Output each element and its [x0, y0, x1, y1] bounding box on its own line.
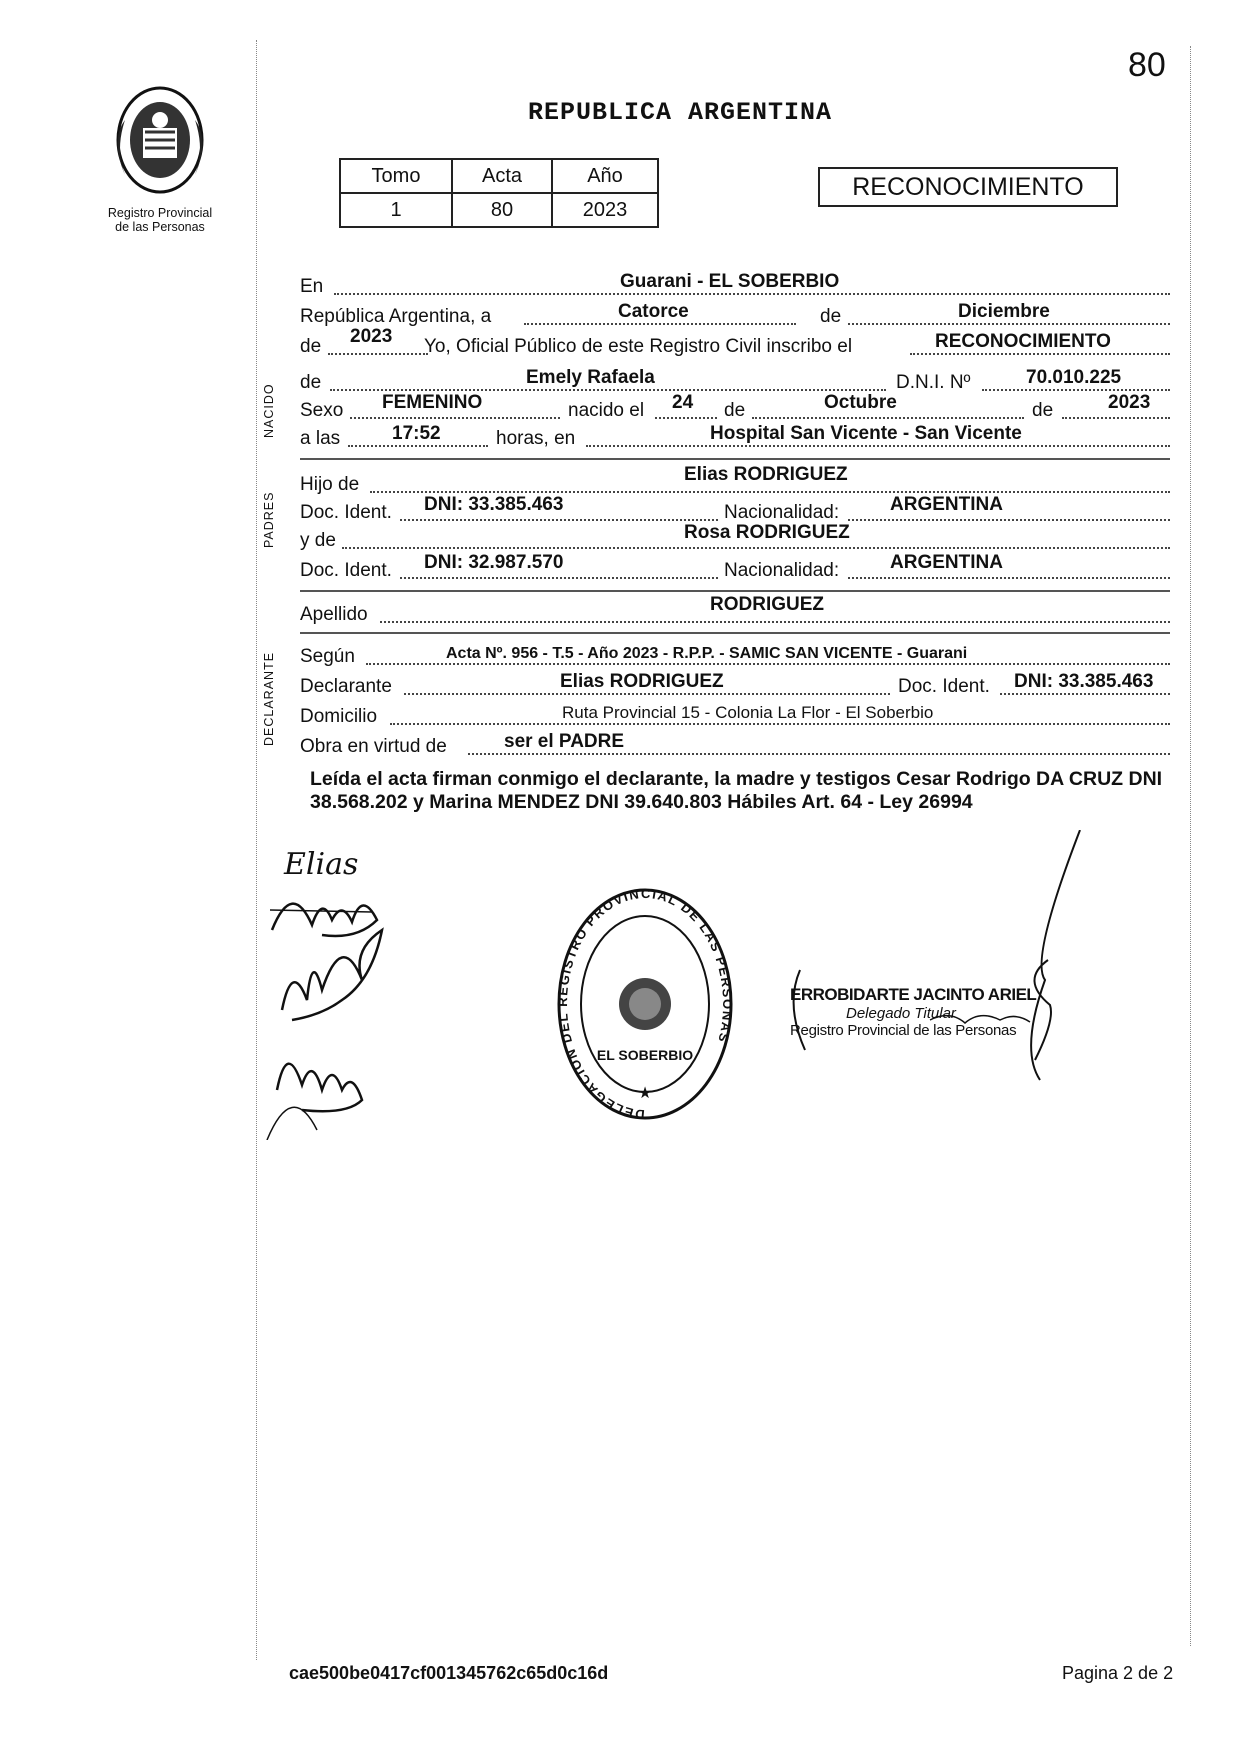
- row-doc1: [300, 494, 1170, 524]
- dni-label: D.N.I. Nº: [896, 372, 971, 393]
- nac-dia-value: 24: [672, 392, 694, 413]
- svg-text:★: ★: [637, 1085, 653, 1102]
- row-fecha: [300, 302, 1170, 328]
- page-indicator: Pagina 2 de 2: [1062, 1663, 1174, 1683]
- yde-label: y de: [300, 530, 336, 551]
- row-en: [300, 272, 1170, 298]
- row-domicilio: [300, 702, 1170, 728]
- left-margin-line: [256, 40, 257, 1660]
- segun-label: Según: [300, 646, 355, 667]
- separator-padres: [300, 590, 1170, 592]
- mes-value: Diciembre: [958, 301, 1050, 322]
- document-hash: cae500be0417cf001345762c65d0c16d: [289, 1663, 609, 1683]
- doc2-value: DNI: 32.987.570: [424, 552, 564, 573]
- hijo-label: Hijo de: [300, 474, 360, 495]
- delegation-stamp: [555, 888, 735, 1128]
- row-declarante: [300, 672, 1170, 698]
- signature-elias: Elias: [284, 847, 359, 882]
- anio-header: Año: [552, 159, 658, 193]
- right-margin-line: [1190, 46, 1191, 1646]
- separator-nacido: [300, 458, 1170, 460]
- de2-label: de: [300, 336, 322, 357]
- side-label-padres: PADRES: [262, 491, 276, 548]
- nombre-value: Emely Rafaela: [526, 367, 655, 388]
- row-obra: [300, 732, 1170, 758]
- acta-header: Acta: [452, 159, 552, 193]
- nac1-value: ARGENTINA: [890, 494, 1003, 515]
- padre-value: Elias RODRIGUEZ: [684, 464, 848, 485]
- row-doc2: [300, 552, 1170, 582]
- separator-apellido: [300, 632, 1170, 634]
- madre-value: Rosa RODRIGUEZ: [684, 522, 850, 543]
- declarante-label: Declarante: [300, 676, 392, 697]
- official-signature: [780, 830, 1160, 1090]
- inscribo-value: RECONOCIMIENTO: [935, 331, 1111, 352]
- sexo-label: Sexo: [300, 400, 344, 421]
- doc3-label: Doc. Ident.: [898, 676, 990, 697]
- dni-value: 70.010.225: [1026, 367, 1122, 388]
- page-number: 80: [1128, 46, 1166, 84]
- doc3-value: DNI: 33.385.463: [1014, 671, 1154, 692]
- province-seal-logo: [95, 80, 225, 200]
- apellido-label: Apellido: [300, 604, 368, 625]
- row-madre: [300, 522, 1170, 552]
- row-inscribo: [300, 326, 1170, 358]
- domicilio-value: Ruta Provincial 15 - Colonia La Flor - El Soberbio: [562, 703, 934, 722]
- row-nombre: [300, 368, 1170, 394]
- logo-caption: [80, 206, 240, 234]
- apellido-value: RODRIGUEZ: [710, 594, 824, 615]
- rep-label: República Argentina, a: [300, 306, 492, 327]
- side-label-nacido: NACIDO: [262, 383, 276, 438]
- hora-value: 17:52: [392, 423, 441, 444]
- alas-label: a las: [300, 428, 341, 449]
- document-title: REPUBLICA ARGENTINA: [528, 98, 833, 127]
- official-org: Registro Provincial de las Personas: [790, 1022, 1017, 1039]
- de5-label: de: [1032, 400, 1054, 421]
- acta-value: 80: [452, 193, 552, 227]
- doc2-label: Doc. Ident.: [300, 560, 392, 581]
- de1-label: de: [820, 306, 842, 327]
- stamp-center-text: EL SOBERBIO: [596, 1047, 694, 1063]
- doc1-label: Doc. Ident.: [300, 502, 392, 523]
- de3-label: de: [300, 372, 322, 393]
- tomo-acta-table: [339, 158, 659, 228]
- logo-caption-line1: Registro Provincial: [107, 206, 213, 220]
- sexo-value: FEMENINO: [382, 392, 483, 413]
- dia-value: Catorce: [618, 301, 689, 322]
- nac2-label: Nacionalidad:: [724, 560, 840, 581]
- row-padre: [300, 464, 1170, 496]
- signatures-left: [262, 840, 412, 1140]
- stamp-ring-text: DELEGACION DEL REGISTRO PROVINCIAL DE LAS PERSONAS: [555, 888, 735, 1123]
- obra-value: ser el PADRE: [504, 731, 625, 752]
- horas-en-label: horas, en: [496, 428, 576, 449]
- nac-mes-value: Octubre: [824, 392, 897, 413]
- row-apellido: [300, 594, 1170, 626]
- row-sexo: [300, 392, 1170, 422]
- obra-label: Obra en virtud de: [300, 736, 447, 757]
- de4-label: de: [724, 400, 746, 421]
- official-name: ERROBIDARTE JACINTO ARIEL: [790, 985, 1037, 1004]
- logo-caption-line2: de las Personas: [115, 220, 205, 234]
- nac-anio-value: 2023: [1108, 392, 1151, 413]
- tomo-header: Tomo: [340, 159, 452, 193]
- declarante-value: Elias RODRIGUEZ: [560, 671, 724, 692]
- anio-value-field: 2023: [350, 326, 393, 347]
- segun-value: Acta Nº. 956 - T.5 - Año 2023 - R.P.P. - SAMIC SAN VICENTE - Guarani: [446, 645, 968, 662]
- official-role: Delegado Titular: [846, 1005, 956, 1022]
- closing-statement: Leída el acta firman conmigo el declarante, la madre y testigos Cesar Rodrigo DA CRUZ DNI 38.568.202 y Marina MENDEZ DNI 39.640.803 Hábiles Art. 64 - Ley 26994: [310, 768, 1163, 813]
- nac1-label: Nacionalidad:: [724, 502, 840, 523]
- row-segun: [300, 642, 1170, 668]
- row-hora: [300, 424, 1170, 450]
- en-value: Guarani - EL SOBERBIO: [620, 271, 840, 292]
- nac2-value: ARGENTINA: [890, 552, 1003, 573]
- anio-value: 2023: [552, 193, 658, 227]
- yo-text: Yo, Oficial Público de este Registro Civil inscribo el: [424, 336, 853, 357]
- en-label: En: [300, 276, 324, 297]
- doc1-value: DNI: 33.385.463: [424, 494, 564, 515]
- tomo-value: 1: [340, 193, 452, 227]
- nacido-el-label: nacido el: [568, 400, 645, 421]
- domicilio-label: Domicilio: [300, 706, 378, 727]
- side-label-declarante: DECLARANTE: [262, 651, 276, 746]
- lugar-value: Hospital San Vicente - San Vicente: [710, 423, 1022, 444]
- act-type-box: RECONOCIMIENTO: [818, 167, 1118, 207]
